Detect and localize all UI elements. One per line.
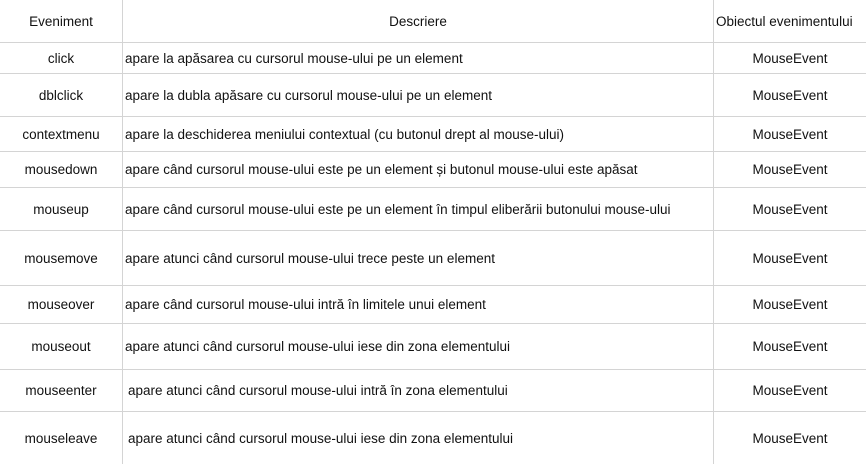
event-object: MouseEvent — [752, 297, 828, 312]
event-description: apare când cursorul mouse-ului este pe un element în timpul eliberării butonului mouse-ului — [123, 188, 714, 230]
event-name: contextmenu — [0, 117, 123, 151]
table-row — [0, 188, 866, 231]
event-description: apare când cursorul mouse-ului intră în limitele unui element — [123, 286, 714, 323]
table-row — [0, 152, 866, 188]
event-name: mouseout — [0, 324, 123, 369]
table-row — [0, 370, 866, 412]
event-object: MouseEvent — [752, 162, 828, 177]
header-description: Descriere — [123, 0, 714, 42]
event-description: apare atunci când cursorul mouse-ului trece peste un element — [123, 231, 714, 285]
event-name: mouseup — [0, 188, 123, 230]
event-description: apare la dubla apăsare cu cursorul mouse-ului pe un element — [123, 74, 714, 116]
event-object: MouseEvent — [752, 201, 828, 217]
event-object: MouseEvent — [752, 430, 828, 446]
event-description: apare la deschiderea meniului contextual (cu butonul drept al mouse-ului) — [123, 117, 714, 151]
header-object: Obiectul evenimentului — [716, 13, 853, 29]
event-description: apare la apăsarea cu cursorul mouse-ului pe un element — [123, 43, 714, 73]
event-name: click — [0, 43, 123, 73]
table-row — [0, 324, 866, 370]
event-name: dblclick — [0, 74, 123, 116]
event-name: mouseenter — [0, 370, 123, 411]
event-description: apare când cursorul mouse-ului este pe un element și butonul mouse-ului este apăsat — [123, 152, 714, 187]
table-row — [0, 117, 866, 152]
table-header-row — [0, 0, 866, 43]
event-name: mousedown — [0, 152, 123, 187]
event-name: mouseover — [0, 286, 123, 323]
event-description: apare atunci când cursorul mouse-ului intră în zona elementului — [123, 370, 714, 411]
event-description: apare atunci când cursorul mouse-ului iese din zona elementului — [123, 324, 714, 369]
event-object: MouseEvent — [752, 339, 828, 354]
event-object: MouseEvent — [752, 87, 828, 103]
table-row — [0, 231, 866, 286]
table-row — [0, 74, 866, 117]
event-description: apare atunci când cursorul mouse-ului iese din zona elementului — [123, 412, 714, 464]
event-object: MouseEvent — [752, 383, 828, 398]
table-row — [0, 286, 866, 324]
event-object: MouseEvent — [752, 50, 828, 66]
table-row — [0, 43, 866, 74]
header-event: Eveniment — [0, 0, 123, 42]
event-object: MouseEvent — [752, 250, 828, 266]
event-name: mousemove — [0, 231, 123, 285]
table-row — [0, 412, 866, 464]
event-name: mouseleave — [0, 412, 123, 464]
event-object: MouseEvent — [752, 126, 828, 142]
